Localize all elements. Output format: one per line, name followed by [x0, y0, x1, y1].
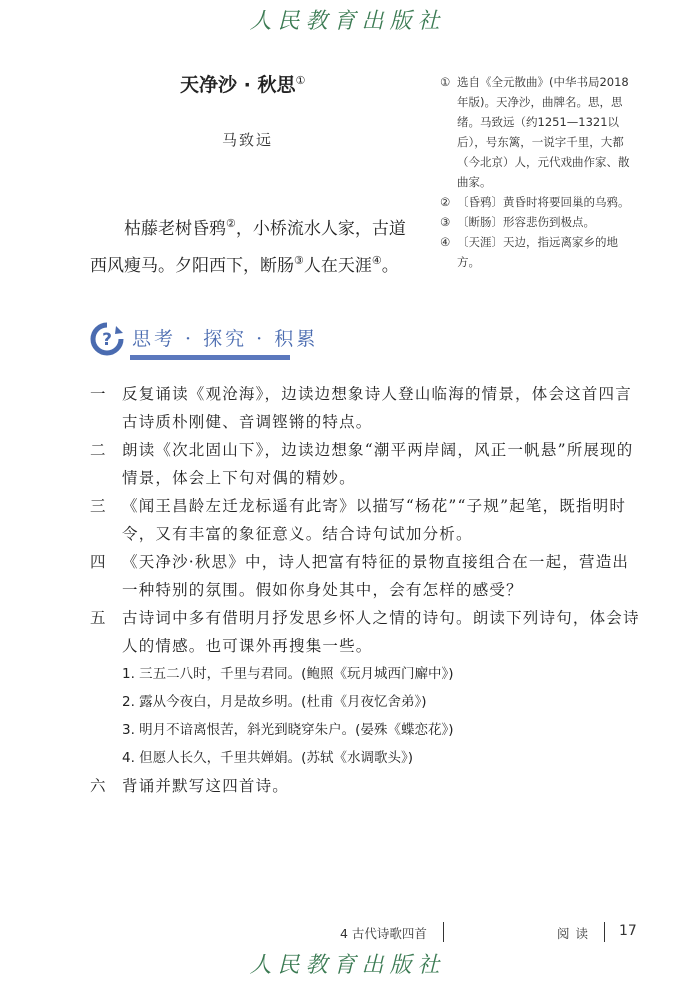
- unit-label: 阅读: [557, 926, 595, 941]
- exercise-text: 朗读《次北固山下》，边读边想象“潮平两岸阔，风正一帆悬”所展现的情景，体会上下句对偶的精妙。: [122, 441, 634, 487]
- exercise-item: [90, 380, 640, 436]
- exercise-item: [90, 436, 640, 492]
- poem-line-2: [90, 256, 399, 276]
- exercise-text: 背诵并默写这四首诗。: [122, 777, 290, 795]
- footnote-marker: ④: [371, 254, 382, 267]
- chapter-label: 4 古代诗歌四首: [340, 926, 427, 941]
- question-circle-icon: [90, 322, 124, 356]
- exercise-number: 三: [90, 497, 106, 515]
- exercise-text: 《天净沙·秋思》中，诗人把富有特征的景物直接组合在一起，营造出一种特别的氛围。假如你身处其中，会有怎样的感受？: [122, 553, 630, 599]
- exercise-item: [90, 548, 640, 604]
- poem-text: 。: [381, 256, 399, 276]
- poem-line-1: [90, 208, 430, 245]
- publisher-logo-top: 人民教育出版社: [249, 9, 446, 34]
- poem-text: 人在天涯: [303, 256, 372, 276]
- exercise-item: [90, 492, 640, 548]
- poem-author: 马致远: [222, 131, 274, 149]
- footnote-marker: ③: [294, 254, 304, 267]
- footnote-number: ①: [440, 75, 451, 89]
- title-footnote-marker: ①: [295, 74, 306, 87]
- exercise-text: 反复诵读《观沧海》，边读边想象诗人登山临海的情景，体会这首四言古诗质朴刚健、音调铿锵的特点。: [122, 385, 632, 431]
- exercise-number: 一: [90, 385, 106, 403]
- footnote-text: 〔昏鸦〕黄昏时将要回巢的乌鸦。: [457, 195, 630, 209]
- page-number: 17: [619, 923, 637, 939]
- section-header: [90, 322, 318, 356]
- footer-divider: [604, 922, 605, 942]
- poem-text: ，小桥流水人家，古道: [235, 219, 406, 239]
- footnote-number: ③: [440, 215, 451, 229]
- exercise-number: 六: [90, 777, 106, 795]
- poem-text: 西风瘦马。夕阳西下，断肠: [90, 256, 294, 276]
- footnote-text: 选自《全元散曲》(中华书局2018年版)。天净沙，曲牌名。思，思绪。马致远（约1251—1321以后），号东篱，一说字千里，大都（今北京）人，元代戏曲作家、散曲家。: [457, 75, 630, 189]
- exercise-number: 五: [90, 609, 106, 627]
- footnote-number: ④: [440, 235, 451, 249]
- footnote-3: [440, 212, 640, 232]
- poem-line-item: 3. 明月不谙离恨苦，斜光到晓穿朱户。(晏殊《蝶恋花》): [122, 722, 454, 738]
- exercise-text: 《闻王昌龄左迁龙标遥有此寄》以描写“杨花”“子规”起笔，既指明时令，又有丰富的象征意义。结合诗句试加分析。: [122, 497, 627, 543]
- poem-body: [90, 208, 430, 282]
- poem-line-item: 4. 但愿人长久，千里共婵娟。(苏轼《水调歌头》): [122, 750, 413, 766]
- exercise-item: [90, 604, 640, 660]
- section-title: 思考 · 探究 · 积累: [132, 327, 319, 350]
- footnote-number: ②: [440, 195, 451, 209]
- exercise-number: 四: [90, 553, 106, 571]
- footnote-4: [440, 232, 640, 272]
- exercise-text: 古诗词中多有借明月抒发思乡怀人之情的诗句。朗读下列诗句，体会诗人的情感。也可课外再搜集一些。: [122, 609, 640, 655]
- poem-title: [180, 70, 305, 97]
- poem-text: 枯藤老树昏鸦: [124, 219, 226, 239]
- exercise-number: 二: [90, 441, 106, 459]
- exercise-item: [90, 772, 640, 800]
- footnote-2: [440, 192, 640, 212]
- footnote-text: 〔断肠〕形容悲伤到极点。: [457, 215, 595, 229]
- footnotes: [440, 72, 640, 272]
- poem-line-item: 2. 露从今夜白，月是故乡明。(杜甫《月夜忆舍弟》): [122, 694, 427, 710]
- footnote-1: [440, 72, 640, 192]
- exercise-list: [90, 380, 640, 800]
- section-underline: [130, 355, 290, 360]
- footnote-text: 〔天涯〕天边，指远离家乡的地方。: [457, 235, 618, 269]
- footnote-marker: ②: [226, 217, 236, 230]
- poem-line-list: [122, 660, 640, 772]
- poem-title-text: 天净沙 · 秋思: [180, 74, 296, 96]
- footer-divider: [443, 922, 444, 942]
- publisher-logo-bottom: 人民教育出版社: [249, 953, 446, 978]
- poem-line-item: 1. 三五二八时，千里与君同。(鲍照《玩月城西门廨中》): [122, 666, 454, 682]
- page-footer: [0, 920, 695, 946]
- svg-text:?: ?: [102, 330, 112, 350]
